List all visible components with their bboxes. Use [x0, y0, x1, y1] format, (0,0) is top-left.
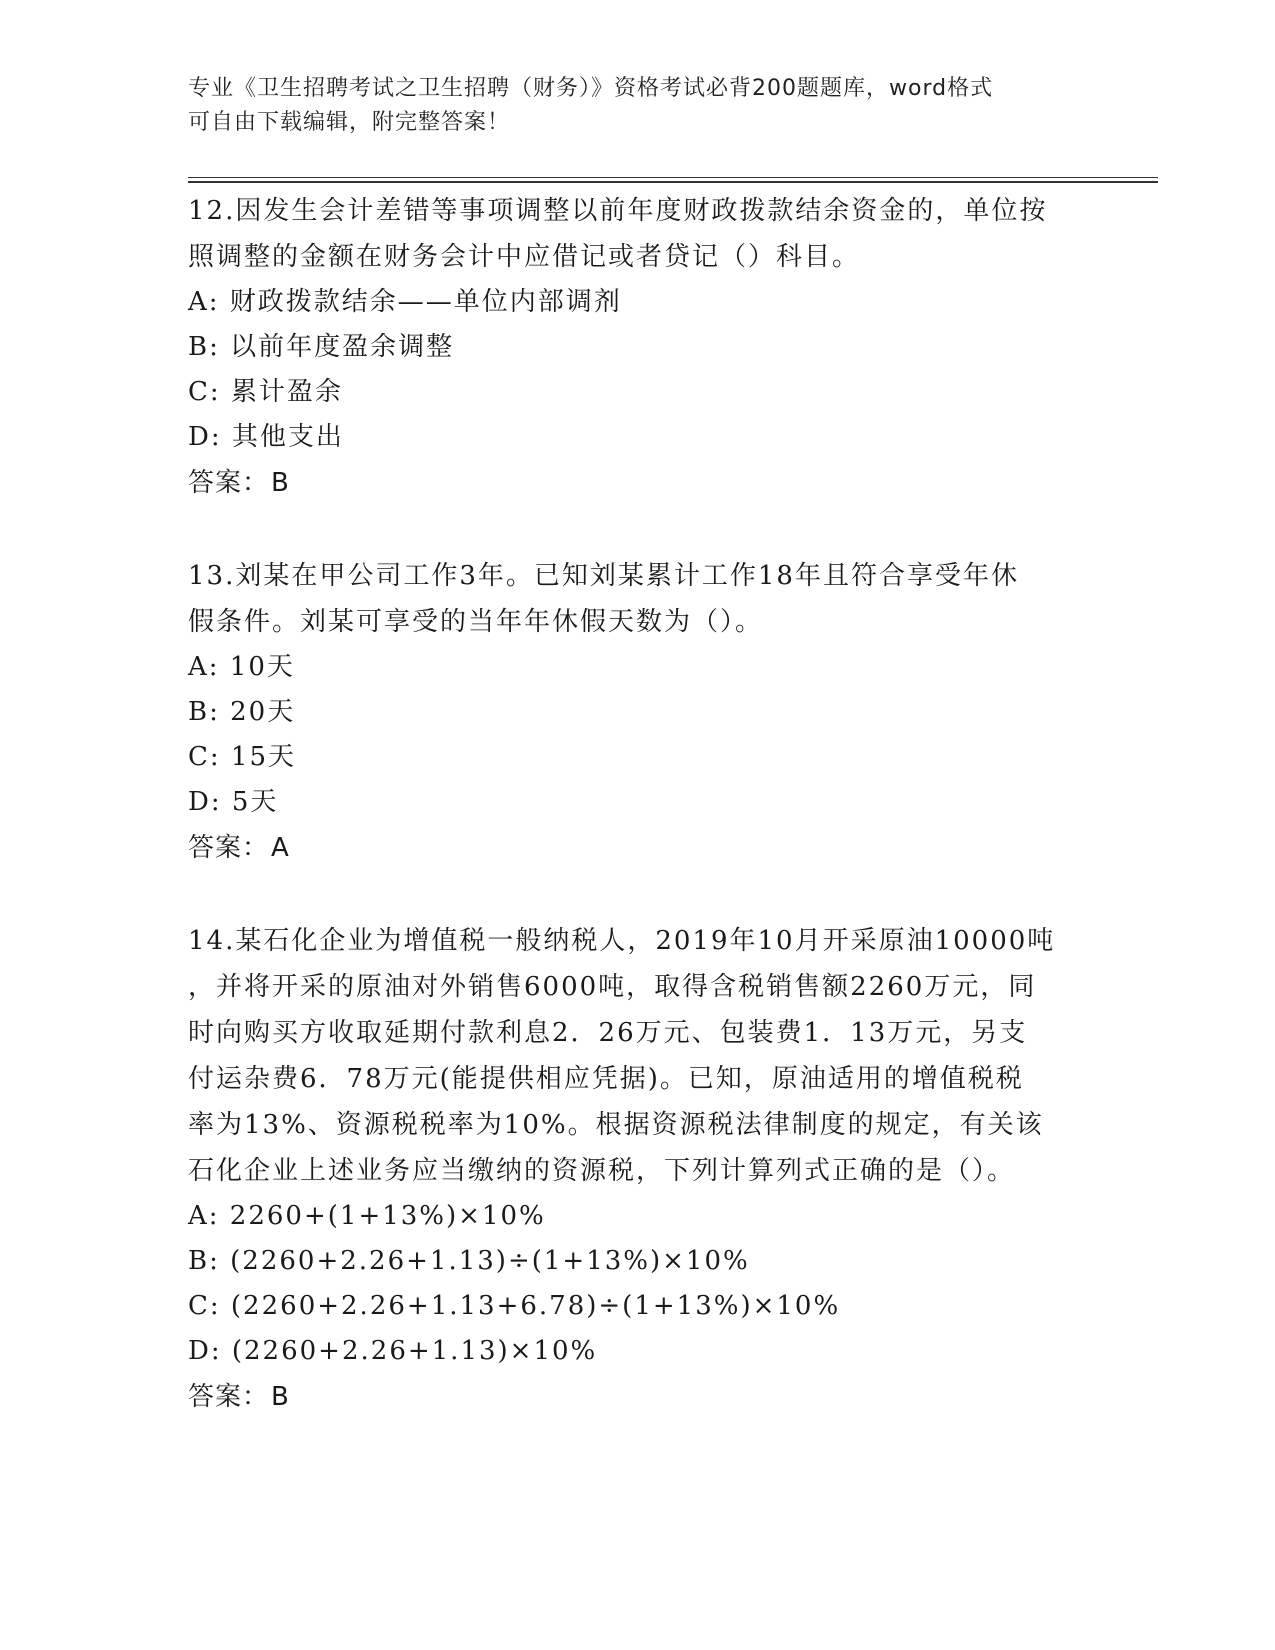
option-d: D: 5天 [188, 787, 279, 817]
answer-label: 答案： [188, 833, 270, 863]
option-a: A: 2260+(1+13%)×10% [188, 1201, 546, 1231]
question-stem-line: 13.刘某在甲公司工作3年。已知刘某累计工作18年且符合享受年休 [188, 561, 1019, 591]
question-stem-line: 14.某石化企业为增值税一般纳税人，2019年10月开采原油10000吨 [188, 926, 1056, 956]
option-c: C: 15天 [188, 742, 297, 772]
option-a: A: 10天 [188, 652, 295, 682]
option-d: D: (2260+2.26+1.13)×10% [188, 1336, 598, 1366]
question-stem-line: 时向购买方收取延期付款利息2．26万元、包装费1．13万元，另支 [188, 1018, 1028, 1048]
option-d: D: 其他支出 [188, 422, 344, 452]
question-stem-line: 率为13%、资源税税率为10%。根据资源税法律制度的规定，有关该 [188, 1110, 1044, 1140]
option-b: B: (2260+2.26+1.13)÷(1+13%)×10% [188, 1246, 750, 1276]
answer-value: A [271, 833, 290, 863]
question-stem-line: 石化企业上述业务应当缴纳的资源税，下列计算列式正确的是（）。 [188, 1156, 1016, 1186]
document-header [188, 72, 1068, 140]
question-12 [188, 188, 1088, 506]
header-divider-thick [188, 181, 1158, 183]
question-14 [188, 918, 1088, 1420]
question-stem-line: ，并将开采的原油对外销售6000吨，取得含税销售额2260万元，同 [188, 972, 1037, 1002]
answer-line [188, 1374, 1088, 1420]
header-line-1: 专业《卫生招聘考试之卫生招聘（财务）》资格考试必背200题题库，word格式 [188, 76, 994, 101]
question-13 [188, 553, 1088, 871]
option-b: B: 20天 [188, 697, 296, 727]
answer-line [188, 825, 1088, 871]
answer-value: B [271, 468, 290, 498]
question-stem-line: 假条件。刘某可享受的当年年休假天数为（）。 [188, 607, 764, 637]
question-stem-line: 12.因发生会计差错等事项调整以前年度财政拨款结余资金的，单位按 [188, 196, 1048, 226]
option-c: C: 累计盈余 [188, 377, 343, 407]
option-a: A: 财政拨款结余——单位内部调剂 [188, 287, 622, 317]
answer-line [188, 460, 1088, 506]
answer-label: 答案： [188, 468, 270, 498]
answer-value: B [271, 1382, 290, 1412]
option-b: B: 以前年度盈余调整 [188, 332, 455, 362]
question-stem-line: 付运杂费6．78万元(能提供相应凭据)。已知，原油适用的增值税税 [188, 1064, 1024, 1094]
header-line-2: 可自由下载编辑，附完整答案！ [188, 110, 511, 135]
question-stem-line: 照调整的金额在财务会计中应借记或者贷记（）科目。 [188, 242, 861, 272]
option-c: C: (2260+2.26+1.13+6.78)÷(1+13%)×10% [188, 1291, 841, 1321]
header-divider-thin [188, 177, 1158, 178]
answer-label: 答案： [188, 1382, 270, 1412]
